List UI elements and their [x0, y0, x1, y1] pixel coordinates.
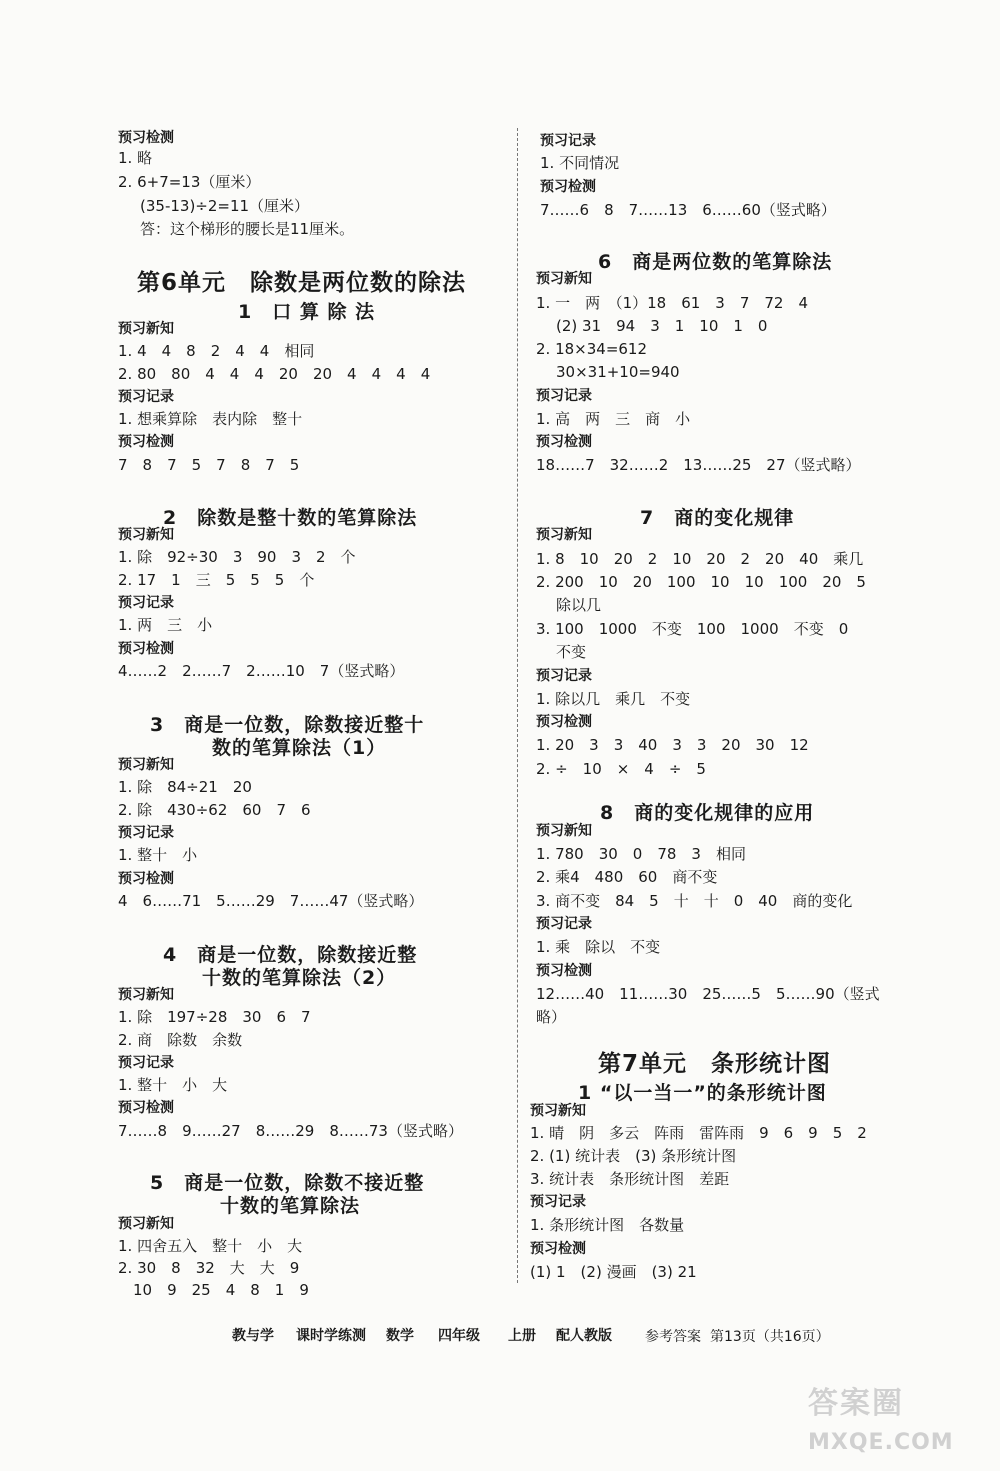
- answer-line: (2) 31 94 3 1 10 1 0: [556, 317, 768, 335]
- answer-line: 2. 18×34=612: [536, 340, 648, 358]
- section-title: 8 商的变化规律的应用: [600, 802, 815, 824]
- answer-line: 3. 100 1000 不变 100 1000 不变 0: [536, 620, 849, 638]
- answer-line: 2. 除 430÷62 60 7 6: [118, 801, 311, 819]
- footer-page-number: 第13页（共16页）: [710, 1329, 830, 1345]
- answer-line: 1. 高 两 三 商 小: [536, 410, 691, 428]
- section-title: 5 商是一位数，除数不接近整: [150, 1172, 425, 1194]
- answer-line: 10 9 25 4 8 1 9: [133, 1281, 309, 1299]
- answer-line: 12……40 11……30 25……5 5……90（竖式: [536, 985, 880, 1003]
- answer-line: 2. (1) 统计表 (3) 条形统计图: [530, 1147, 737, 1165]
- section-label: 预习新知: [536, 527, 592, 543]
- section-title-cont: 数的笔算除法（1）: [212, 737, 387, 759]
- section-label: 预习检测: [118, 1100, 174, 1116]
- section-title-cont: 十数的笔算除法（2）: [202, 967, 397, 989]
- answer-line: 2. 80 80 4 4 4 20 20 4 4 4 4: [118, 365, 431, 383]
- answer-line: 1. 晴 阴 多云 阵雨 雷阵雨 9 6 9 5 2: [530, 1124, 867, 1142]
- footer-answer-label: 参考答案: [645, 1329, 701, 1345]
- answer-line: (1) 1 (2) 漫画 (3) 21: [530, 1263, 697, 1281]
- intro-line: 2. 6+7=13（厘米）: [118, 173, 261, 191]
- answer-line: 18……7 32……2 13……25 27（竖式略）: [536, 456, 861, 474]
- section-label: 预习记录: [530, 1194, 586, 1210]
- answer-line: 2. 乘4 480 60 商不变: [536, 868, 718, 886]
- answer-line: 3. 统计表 条形统计图 差距: [530, 1170, 730, 1188]
- intro-line: 1. 略: [118, 149, 153, 167]
- footer-edition: 配人教版: [556, 1328, 612, 1344]
- answer-line: 不变: [556, 643, 587, 661]
- answer-line: 2. 17 1 三 5 5 5 个: [118, 571, 315, 589]
- answer-line: 4……2 2……7 2……10 7（竖式略）: [118, 662, 405, 680]
- answer-line: 2. 商 除数 余数: [118, 1031, 243, 1049]
- section-title: 6 商是两位数的笔算除法: [598, 251, 833, 273]
- section-label: 预习记录: [118, 595, 174, 611]
- footer-grade: 四年级: [438, 1328, 480, 1344]
- footer-publisher: 教与学: [232, 1328, 274, 1344]
- answer-line: 1. 除 92÷30 3 90 3 2 个: [118, 548, 356, 566]
- section-title: 2 除数是整十数的笔算除法: [163, 507, 418, 529]
- section-label: 预习检测: [118, 434, 174, 450]
- section-label: 预习检测: [536, 434, 592, 450]
- section-label: 预习检测: [536, 963, 592, 979]
- footer-volume: 上册: [508, 1328, 536, 1344]
- footer-subject: 数学: [386, 1328, 414, 1344]
- section-label: 预习新知: [118, 987, 174, 1003]
- answer-line: 1. 想乘算除 表内除 整十: [118, 410, 303, 428]
- section-title: 7 商的变化规律: [640, 507, 795, 529]
- section-label: 预习记录: [536, 668, 592, 684]
- answer-line: 1. 乘 除以 不变: [536, 938, 661, 956]
- answer-line: 30×31+10=940: [556, 363, 680, 381]
- answer-line: 1. 一 两 （1）18 61 3 7 72 4: [536, 294, 809, 312]
- section-label: 预习记录: [536, 388, 592, 404]
- section-label: 预习新知: [118, 757, 174, 773]
- section-title: 1 口 算 除 法: [238, 301, 376, 323]
- unit7-title: 第7单元 条形统计图: [598, 1051, 832, 1077]
- column-divider: [517, 128, 518, 1283]
- section-label: 预习新知: [118, 1216, 174, 1232]
- section-label: 预习检测: [118, 641, 174, 657]
- unit6-title: 第6单元 除数是两位数的除法: [137, 270, 467, 296]
- answer-line: 1. 除 84÷21 20: [118, 778, 252, 796]
- answer-line: 1. 4 4 8 2 4 4 相同: [118, 342, 315, 360]
- section-label: 预习新知: [118, 321, 174, 337]
- answer-line: 2. 30 8 32 大 大 9: [118, 1259, 300, 1277]
- answer-line: 1. 整十 小: [118, 846, 198, 864]
- footer-series: 课时学练测: [296, 1328, 366, 1344]
- section-label: 预习记录: [536, 916, 592, 932]
- section-label: 预习检测: [118, 871, 174, 887]
- answer-line: 2. 200 10 20 100 10 10 100 20 5: [536, 573, 866, 591]
- section-label: 预习记录: [118, 825, 174, 841]
- answer-line: 略）: [536, 1008, 567, 1026]
- section-label: 预习检测: [530, 1241, 586, 1257]
- answer-line: 1. 整十 小 大: [118, 1076, 228, 1094]
- answer-line: 2. ÷ 10 × 4 ÷ 5: [536, 760, 706, 778]
- intro-line: (35-13)÷2=11（厘米）: [140, 197, 310, 215]
- answer-line: 4 6……71 5……29 7……47（竖式略）: [118, 892, 424, 910]
- answer-line: 1. 除 197÷28 30 6 7: [118, 1008, 311, 1026]
- answer-line: 1. 条形统计图 各数量: [530, 1216, 685, 1234]
- answer-line: 1. 不同情况: [540, 154, 620, 172]
- section-title: 1 “以一当一”的条形统计图: [578, 1082, 827, 1104]
- watermark-logo: 答案圈: [808, 1386, 904, 1421]
- section-label: 预习检测: [536, 714, 592, 730]
- answer-line: 1. 8 10 20 2 10 20 2 20 40 乘几: [536, 550, 864, 568]
- answer-line: 3. 商不变 84 5 十 十 0 40 商的变化: [536, 892, 853, 910]
- section-label: 预习记录: [118, 1055, 174, 1071]
- answer-line: 1. 780 30 0 78 3 相同: [536, 845, 746, 863]
- intro-label: 预习检测: [118, 130, 174, 146]
- section-label: 预习记录: [118, 389, 174, 405]
- section-label: 预习记录: [540, 133, 596, 149]
- section-label: 预习新知: [530, 1103, 586, 1119]
- answer-line: 7 8 7 5 7 8 7 5: [118, 456, 300, 474]
- section-title: 4 商是一位数，除数接近整: [163, 944, 418, 966]
- section-label: 预习新知: [118, 527, 174, 543]
- watermark-url: MXQE.COM: [808, 1430, 954, 1455]
- section-label: 预习新知: [536, 823, 592, 839]
- section-label: 预习检测: [540, 179, 596, 195]
- answer-line: 1. 四舍五入 整十 小 大: [118, 1237, 303, 1255]
- section-title-cont: 十数的笔算除法: [220, 1195, 361, 1217]
- answer-line: 1. 除以几 乘几 不变: [536, 690, 691, 708]
- intro-line: 答：这个梯形的腰长是11厘米。: [140, 220, 355, 238]
- answer-line: 1. 两 三 小: [118, 616, 213, 634]
- answer-line: 7……6 8 7……13 6……60（竖式略）: [540, 201, 836, 219]
- answer-line: 除以几: [556, 596, 602, 614]
- section-label: 预习新知: [536, 271, 592, 287]
- answer-line: 1. 20 3 3 40 3 3 20 30 12: [536, 736, 809, 754]
- section-title: 3 商是一位数，除数接近整十: [150, 714, 425, 736]
- answer-line: 7……8 9……27 8……29 8……73（竖式略）: [118, 1122, 463, 1140]
